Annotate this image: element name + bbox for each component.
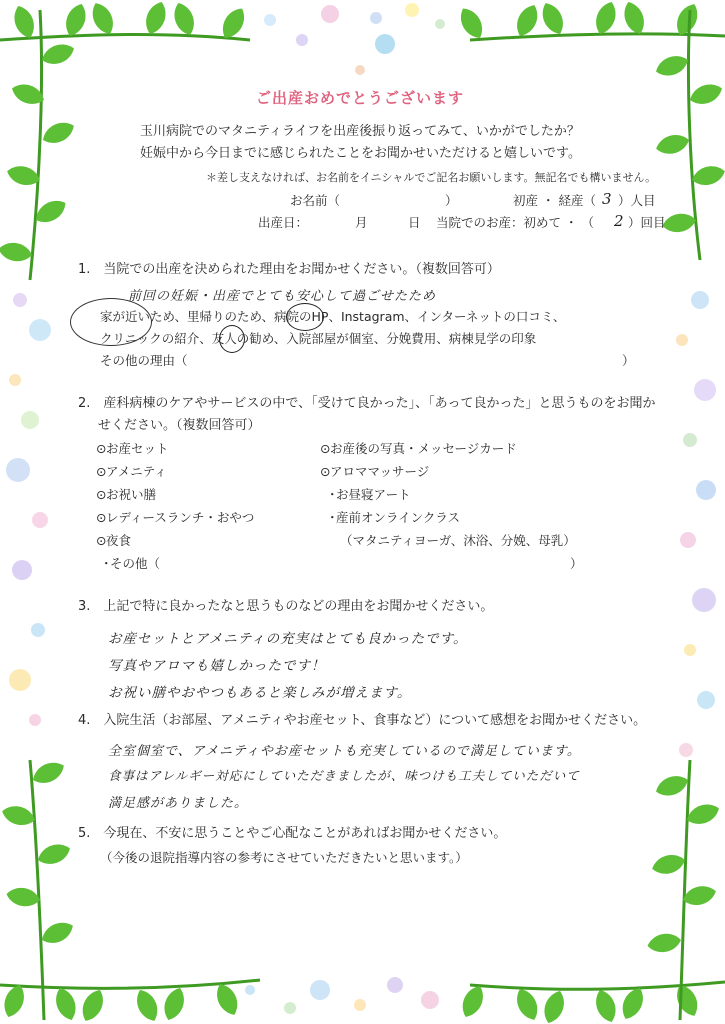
q2-option-amenity: ⊙アメニティ — [96, 464, 167, 479]
q2-option-celebration-meal: ⊙お祝い膳 — [96, 487, 157, 502]
leaf — [170, 0, 199, 38]
leaf — [77, 986, 108, 1024]
pastel-dot — [264, 14, 276, 26]
q2-online-class-detail: （マタニティヨーガ、沐浴、分娩、母乳） — [340, 533, 576, 548]
birth-month: 月 — [355, 215, 368, 230]
pastel-dot — [691, 291, 709, 309]
intro-line-1: 玉川病院でのマタニティライフを出産後振り返ってみて、いかがでしたか？ — [140, 124, 580, 139]
circle-mark-friend — [219, 325, 245, 353]
pastel-dot — [683, 433, 697, 447]
pastel-dot — [354, 999, 366, 1011]
pastel-dot — [676, 334, 688, 346]
leaf — [687, 80, 725, 109]
pastel-dot — [375, 34, 395, 54]
page-title: ご出産おめでとうございます — [256, 89, 465, 107]
leaf — [620, 0, 649, 37]
birth-day: 日 — [408, 215, 421, 230]
q1-options-line-2: クリニックの紹介、友人の勧め、入院部屋が個室、分娩費用、病棟見学の印象 — [100, 331, 537, 346]
pastel-dot — [29, 714, 41, 726]
leaf — [653, 772, 691, 801]
q3-answer-line-2: 写真やアロマも嬉しかったです！ — [108, 658, 326, 674]
leaf — [212, 980, 243, 1018]
q4-answer-line-3: 満足感がありました。 — [108, 796, 249, 811]
circle-mark-close-to-home — [70, 298, 152, 346]
q2-option-birth-set: ⊙お産セット — [96, 441, 169, 456]
pastel-dot — [21, 411, 39, 429]
leaf — [617, 984, 648, 1022]
q2-option-nap-art: ・お昼寝アート — [326, 487, 411, 502]
pastel-dot — [12, 560, 32, 580]
name-label: お名前（ — [290, 193, 341, 208]
q2-option-online-class: ・産前オンラインクラス — [326, 510, 461, 525]
leaf — [142, 0, 171, 37]
leaf — [661, 211, 698, 235]
circle-mark-hp — [286, 303, 324, 331]
leaf — [653, 52, 691, 81]
q4-answer-line-2: 食事はアレルギー対応にしていただきましたが、味つけも工夫していただいて — [108, 768, 580, 783]
q2-other-close: ） — [570, 556, 583, 571]
leaf — [654, 131, 692, 157]
pastel-dot — [284, 1002, 296, 1014]
birth-date-label: 出産日： — [258, 215, 309, 230]
leaf — [5, 885, 42, 909]
vine-stem — [470, 34, 725, 40]
pastel-dot — [32, 512, 48, 528]
pastel-dot — [310, 980, 330, 1000]
question-5-note: （今後の退院指導内容の参考にさせていただきたいと思います。） — [100, 850, 468, 865]
q2-option-other: ・その他（ — [100, 556, 161, 571]
leaf — [690, 163, 725, 189]
q2-option-night-snack: ⊙夜食 — [96, 533, 132, 548]
leaf — [650, 851, 688, 877]
leaf — [592, 0, 621, 37]
leaf — [681, 883, 719, 909]
pastel-dot — [696, 480, 716, 500]
q2-option-ladies-lunch: ⊙レディースランチ・おやつ — [96, 510, 255, 525]
vine-stem — [30, 760, 44, 1020]
q2-option-aroma-massage: ⊙アロママッサージ — [320, 464, 430, 479]
leaf — [0, 240, 34, 264]
leaf — [512, 1, 543, 39]
birth-count-label: 当院でのお産：初めて ・ （ — [436, 215, 594, 230]
leaf — [0, 803, 37, 829]
leaf — [39, 40, 77, 69]
vine-stem — [30, 10, 42, 280]
q2-option-photo-card: ⊙お産後の写真・メッセージカード — [320, 441, 517, 456]
pastel-dot — [405, 3, 419, 17]
pastel-dot — [387, 977, 403, 993]
vine-stem — [680, 760, 690, 1020]
pastel-dot — [421, 991, 439, 1009]
leaf — [684, 800, 722, 829]
pastel-dot — [694, 379, 716, 401]
leaf — [457, 982, 488, 1020]
leaf — [52, 985, 81, 1023]
question-1: 1. 当院での出産を決められた理由をお聞かせください。（複数回答可） — [78, 262, 500, 277]
pastel-dot — [296, 34, 308, 46]
leaf — [646, 931, 683, 955]
vine-stem — [0, 35, 250, 40]
pastel-dot — [29, 319, 51, 341]
question-4: 4. 入院生活（お部屋、アメニティやお産セット、食事など）について感想をお聞かせください。 — [78, 713, 647, 728]
pastel-dot — [370, 12, 382, 24]
pastel-dot — [245, 985, 255, 995]
parity-label: 初産 ・ 経産（ — [513, 193, 596, 208]
pastel-dot — [435, 19, 445, 29]
pastel-dot — [31, 623, 45, 637]
leaf — [29, 757, 67, 788]
pastel-dot — [355, 65, 365, 75]
pastel-dot — [680, 532, 696, 548]
leaf — [10, 3, 39, 41]
leaf — [87, 0, 118, 38]
pastel-dot — [9, 669, 31, 691]
birth-count-unit: ）回目 — [628, 215, 666, 230]
leaf — [540, 988, 569, 1024]
leaf — [592, 987, 621, 1024]
pastel-dot — [13, 293, 27, 307]
question-2-line-2: せください。（複数回答可） — [98, 418, 261, 433]
birth-count-value: 2 — [614, 212, 625, 230]
q1-other-label: その他の理由（ — [100, 353, 188, 368]
leaf — [537, 0, 568, 38]
q1-options-line-1: 家が近いため、里帰りのため、病院のHP、Instagram、インターネットの口コミ、 — [100, 309, 566, 324]
leaf — [160, 985, 189, 1023]
anonymity-note: ＊差し支えなければ、お名前をイニシャルでご記名お願いします。無記名でも構いません。 — [206, 171, 657, 184]
leaf — [132, 986, 163, 1024]
parity-value: 3 — [602, 190, 613, 208]
pastel-dot — [679, 743, 693, 757]
pastel-dot — [321, 5, 339, 23]
pastel-dot — [692, 588, 716, 612]
intro-line-2: 妊娠中から今日までに感じられたことをお聞かせいただけると嬉しいです。 — [140, 146, 581, 161]
leaf — [512, 985, 543, 1023]
pastel-dot — [697, 691, 715, 709]
leaf — [39, 117, 77, 148]
question-5: 5. 今現在、不安に思うことやご心配なことがあればお聞かせください。 — [78, 826, 507, 841]
q3-answer-line-1: お産セットとアメニティの充実はとても良かったです。 — [108, 631, 468, 647]
question-3: 3. 上記で特に良かったなと思うものなどの理由をお聞かせください。 — [78, 599, 494, 614]
q3-answer-line-3: お祝い膳やおやつもあると楽しみが増えます。 — [108, 685, 412, 701]
q1-other-close: ） — [622, 353, 635, 368]
leaf — [455, 4, 488, 42]
pastel-dot — [6, 458, 30, 482]
parity-unit: ）人目 — [618, 193, 656, 208]
leaf — [62, 1, 91, 39]
pastel-dot — [684, 644, 696, 656]
q4-answer-line-1: 全室個室で、アメニティやお産セットも充実しているので満足しています。 — [108, 744, 581, 759]
q1-handwritten-reason: 前回の妊娠・出産でとても安心して過ごせたため — [128, 289, 437, 304]
name-close: ） — [445, 193, 458, 208]
leaf — [38, 917, 76, 948]
question-2-line-1: 2. 産科病棟のケアやサービスの中で、「受けて良かった」、「あって良かった」と思うものをお聞か — [78, 396, 656, 411]
pastel-dot — [9, 374, 21, 386]
leaf — [35, 840, 73, 869]
